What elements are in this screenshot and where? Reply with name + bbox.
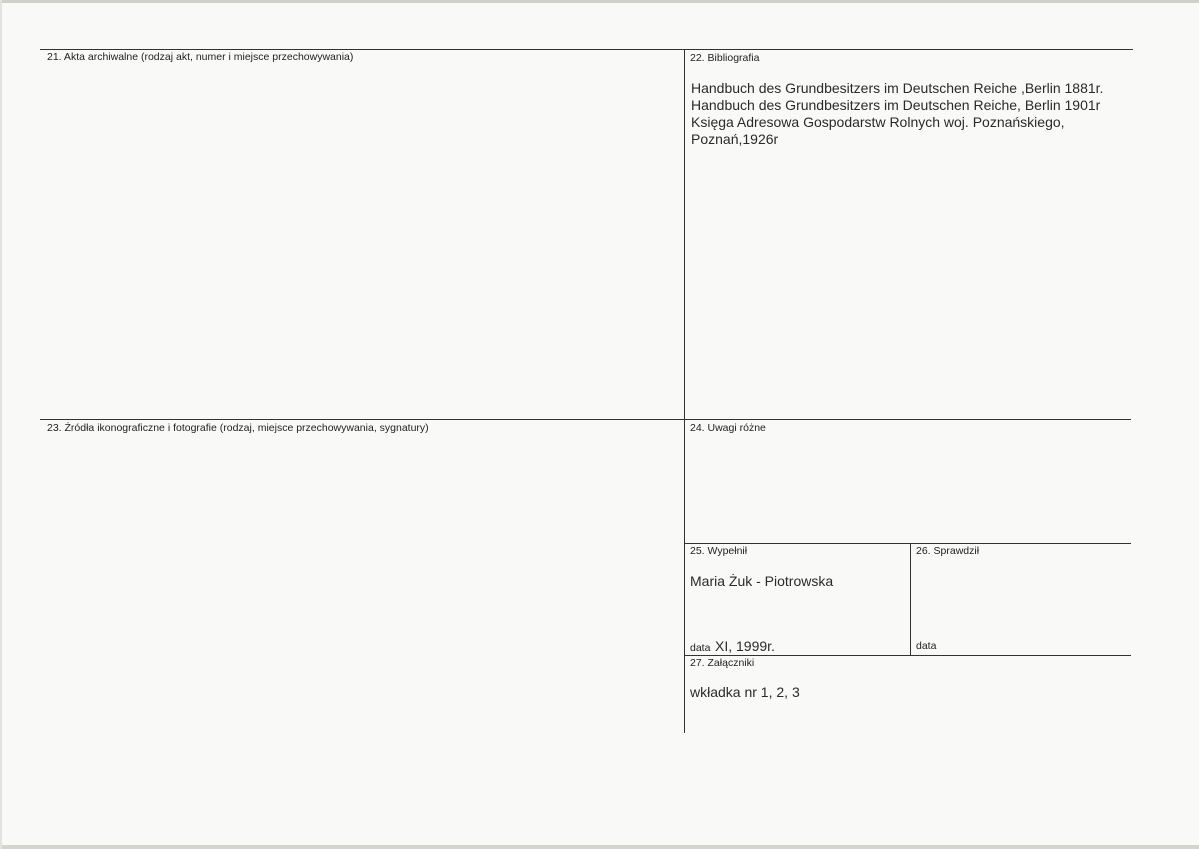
- field-26-date-label: data: [916, 640, 937, 652]
- filled-by-name: Maria Żuk - Piotrowska: [690, 573, 834, 589]
- field-25-label: 25. Wypełnił: [690, 545, 748, 557]
- center-divider: [684, 49, 685, 733]
- field-25-date-value: XI, 1999r.: [715, 638, 775, 654]
- bibliography-entry: Handbuch des Grundbesitzers im Deutschen Reiche ,Berlin 1881r.: [691, 80, 1104, 96]
- field-27-label: 27. Załączniki: [690, 657, 755, 669]
- field-26-label: 26. Sprawdził: [916, 545, 980, 557]
- scan-edge-left: [0, 0, 2, 849]
- bibliography-entry: Handbuch des Grundbesitzers im Deutschen Reiche, Berlin 1901r: [691, 97, 1101, 113]
- top-rule: [40, 49, 1133, 50]
- scan-edge-bottom: [0, 845, 1199, 849]
- field-23-label: 23. Źródła ikonograficzne i fotografie (rodzaj, miejsce przechowywania, sygnatury): [47, 422, 429, 434]
- field-21-label: 21. Akta archiwalne (rodzaj akt, numer i miejsce przechowywania): [47, 51, 354, 63]
- field-22-label: 22. Bibliografia: [690, 52, 760, 64]
- bibliography-list: [691, 80, 1103, 148]
- signature-top-rule: [684, 543, 1131, 544]
- signature-bottom-rule: [684, 655, 1131, 656]
- bibliography-entry: Księga Adresowa Gospodarstw Rolnych woj. Poznańskiego,: [691, 114, 1065, 130]
- middle-rule: [40, 419, 1131, 420]
- field-25-date-label: data: [690, 642, 711, 654]
- bibliography-entry: Poznań,1926r: [691, 131, 779, 147]
- attachments-value: wkładka nr 1, 2, 3: [690, 684, 800, 700]
- signature-divider: [910, 543, 911, 655]
- scan-edge-top: [0, 0, 1199, 3]
- field-24-label: 24. Uwagi różne: [690, 422, 766, 434]
